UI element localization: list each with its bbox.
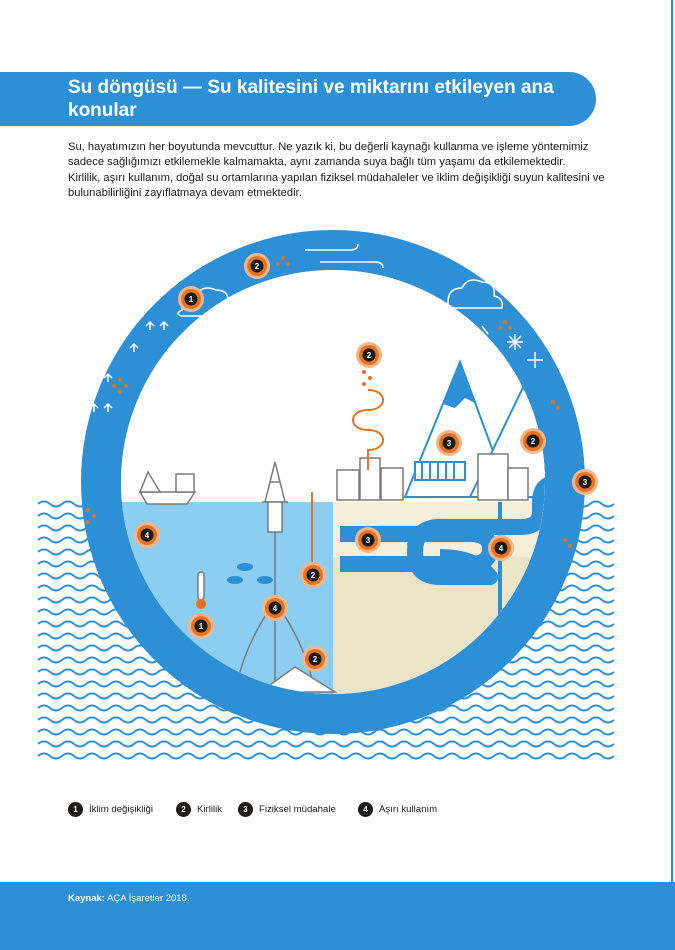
legend-badge: 3	[238, 802, 253, 817]
marker-overuse-fishing	[134, 522, 160, 548]
marker-pollution-smoke	[356, 342, 382, 368]
legend-item-physical	[238, 800, 336, 818]
page-title: Su döngüsü — Su kalitesini ve miktarını etkileyen ana konular	[68, 77, 554, 121]
legend-label: Kirlilik	[197, 803, 223, 815]
marker-number: 1	[188, 295, 194, 304]
legend-badge: 4	[358, 802, 373, 817]
marker-number: 3	[582, 478, 588, 487]
legend-item-pollution	[176, 800, 222, 818]
marker-pollution-mountain	[520, 428, 546, 454]
marker-number: 4	[144, 531, 150, 540]
marker-number: 4	[272, 604, 278, 613]
marker-physical-dam	[436, 430, 462, 456]
water-cycle-diagram	[0, 222, 675, 782]
marker-pollution-pipe	[300, 562, 326, 588]
legend-label: Aşırı kullanım	[379, 803, 438, 815]
marker-number: 1	[198, 622, 204, 631]
marker-number: 2	[312, 655, 318, 664]
marker-physical-river-right	[572, 469, 598, 495]
marker-physical-river	[355, 527, 381, 553]
intro-paragraph-2: Kirlilik, aşırı kullanım, doğal su ortamlarına yapılan fiziksel müdahaleler ve iklim değişikliği suyun kalitesini ve bulunabilirliğini zayıflatmaya devam etmektedir.	[68, 171, 605, 199]
legend-label: Fiziksel müdahale	[259, 803, 336, 815]
intro-paragraph-1: Su, hayatımızın her boyutunda mevcuttur. Ne yazık ki, bu değerli kaynağı kullanma ve işleme yöntemimiz sadece sağlığımızı etkilemekle kalmamakta, aynı zamanda suya bağlı tüm yaşamı da etkilemektedir.	[68, 141, 589, 169]
source-text: AÇA İşaretler 2018.	[107, 893, 190, 904]
legend-badge: 1	[68, 802, 83, 817]
marker-number: 2	[530, 437, 536, 446]
marker-climate-temperature	[188, 613, 214, 639]
title-banner	[0, 72, 596, 126]
legend-badge: 2	[176, 802, 191, 817]
marker-number: 2	[366, 351, 372, 360]
marker-number: 2	[310, 571, 316, 580]
marker-number: 2	[254, 262, 260, 271]
marker-overuse-oil	[262, 595, 288, 621]
legend-label: İklim değişikliği	[89, 803, 153, 815]
marker-overuse-groundwater	[488, 535, 514, 561]
legend-item-overuse	[358, 800, 437, 818]
marker-pollution-seabed	[302, 646, 328, 672]
intro-text	[68, 140, 608, 201]
marker-number: 4	[498, 544, 504, 553]
source-note	[68, 893, 189, 904]
footer	[0, 882, 675, 950]
marker-pollution-wind	[244, 253, 270, 279]
thermometer-icon	[196, 572, 206, 609]
marker-number: 3	[446, 439, 452, 448]
marker-number: 3	[365, 536, 371, 545]
source-label: Kaynak:	[68, 893, 105, 904]
marker-climate-cloud	[178, 286, 204, 312]
legend-item-climate	[68, 800, 153, 818]
